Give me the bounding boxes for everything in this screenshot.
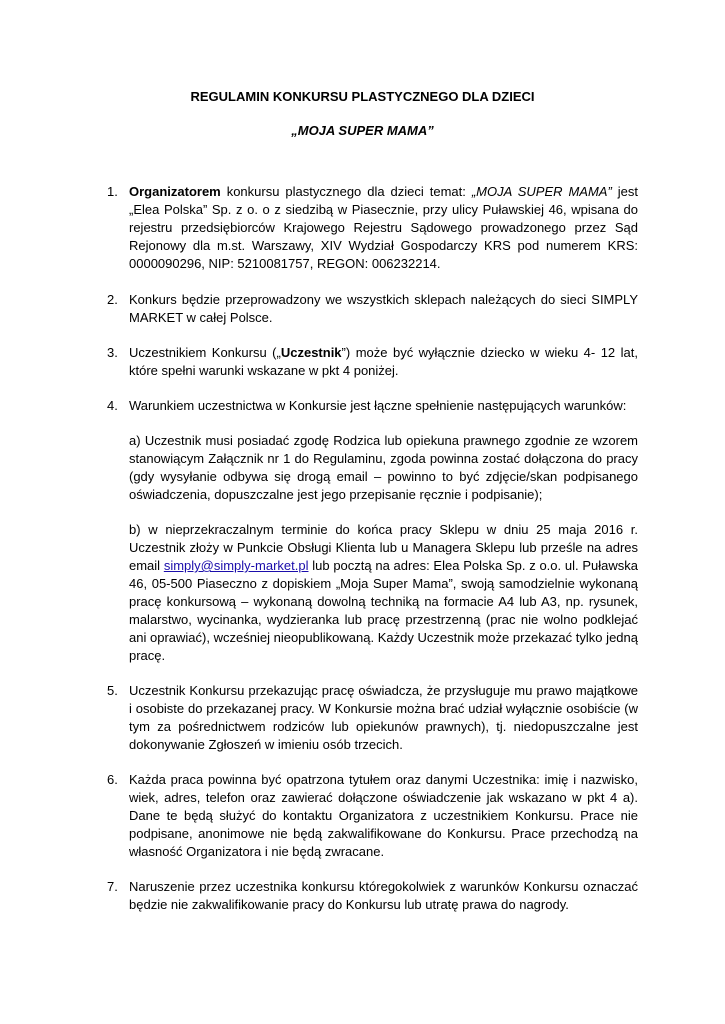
rule-item-3 bbox=[107, 344, 638, 380]
rule-item-6 bbox=[107, 771, 638, 861]
rule-text bbox=[129, 183, 638, 273]
rule-subpoint-a: a) Uczestnik musi posiadać zgodę Rodzica lub opiekuna prawnego zgodnie ze wzorem stanowiącym Załącznik nr 1 do Regulaminu, zgoda powinna zostać dołączona do pracy (gdy wysyłanie odbywa się drogą email – powinno to być zdjęcie/skan podpisanego oświadczenia, dopuszczalne jest jego przepisanie ręcznie i podpisanie); bbox=[129, 433, 638, 502]
rule-number: 3. bbox=[107, 345, 118, 360]
rule-text-part: ”) może być wyłącznie dziecko w wieku 4- 12 lat, które spełni warunki wskazane w pkt 4 poniżej. bbox=[129, 345, 638, 378]
rule-text: Warunkiem uczestnictwa w Konkursie jest łączne spełnienie następujących warunków: bbox=[129, 398, 627, 413]
rule-number: 7. bbox=[107, 879, 118, 894]
rules-list bbox=[107, 183, 638, 914]
document-subtitle: „MOJA SUPER MAMA” bbox=[291, 123, 434, 138]
rule-text-part: lub pocztą na adres: Elea Polska Sp. z o.o. ul. Puławska 46, 05-500 Piaseczno z dopiskiem „Moja Super Mama”, swoją samodzielnie wykonaną pracę konkursową – wykonaną dowolną techniką na formacie A4 lub A3, np. rysunek, malarstwo, wycinanka, wydzieranka lub pracę przestrzenną (prac nie wolno podklejać ani oprawiać), wcześniej nieopublikowaną. Każdy Uczestnik może przekazać tylko jedną pracę. bbox=[129, 558, 638, 663]
rule-subpoint-b bbox=[129, 521, 638, 665]
rule-number: 1. bbox=[107, 184, 118, 199]
rule-item-4 bbox=[107, 397, 638, 665]
rule-number: 4. bbox=[107, 398, 118, 413]
rule-item-1 bbox=[107, 183, 638, 273]
rule-text: Każda praca powinna być opatrzona tytułem oraz danymi Uczestnika: imię i nazwisko, wiek, adres, telefon oraz zawierać dołączone oświadczenie jak wskazano w pkt 4 a). Dane te będą służyć do kontaktu Organizatora z uczestnikiem Konkursu. Prace nie podpisane, anonimowe nie będą zakwalifikowane do Konkursu. Prace przechodzą na własność Organizatora i nie będą zwracane. bbox=[129, 772, 638, 859]
email-link[interactable]: simply@simply-market.pl bbox=[163, 558, 309, 573]
rule-item-7 bbox=[107, 878, 638, 914]
rule-text: Uczestnik Konkursu przekazując pracę oświadcza, że przysługuje mu prawo majątkowe i osobiste do przekazanej pracy. W Konkursie można brać udział wyłącznie osobiście (w tym za pośrednictwem rodziców lub opiekunów prawnych), tj. niedopuszczalne jest dokonywanie Zgłoszeń w imieniu osób trzecich. bbox=[129, 683, 638, 752]
rule-item-5 bbox=[107, 682, 638, 754]
rule-text-part: Uczestnikiem Konkursu („ bbox=[129, 345, 281, 360]
rule-bold-lead: Organizatorem bbox=[129, 184, 221, 199]
rule-number: 5. bbox=[107, 683, 118, 698]
rule-bold-term: Uczestnik bbox=[280, 345, 342, 360]
rule-text-part: b) w nieprzekraczalnym terminie do końca pracy Sklepu w dniu 25 maja 2016 r. Uczestnik złoży w Punkcie Obsługi Klienta lub u Managera Sklepu lub prześle na adres email bbox=[129, 522, 638, 573]
rule-italic-title: „MOJA SUPER MAMA” bbox=[471, 184, 612, 199]
rule-item-2 bbox=[107, 291, 638, 327]
rule-text bbox=[129, 344, 638, 380]
document-title: REGULAMIN KONKURSU PLASTYCZNEGO DLA DZIECI bbox=[190, 89, 535, 104]
rule-text-part: konkursu plastycznego dla dzieci temat: bbox=[220, 184, 472, 199]
rule-number: 2. bbox=[107, 292, 118, 307]
rule-text: Konkurs będzie przeprowadzony we wszystkich sklepach należących do sieci SIMPLY MARKET w całej Polsce. bbox=[129, 292, 638, 325]
rule-number: 6. bbox=[107, 772, 118, 787]
rule-text: Naruszenie przez uczestnika konkursu któregokolwiek z warunków Konkursu oznaczać będzie nie zakwalifikowanie pracy do Konkursu lub utratę prawa do nagrody. bbox=[129, 879, 638, 912]
rule-text-part: jest „Elea Polska” Sp. z o. o z siedzibą w Piasecznie, przy ulicy Puławskiej 46, wpisana do rejestru przedsiębiorców Krajowego Rejestru Sądowego prowadzonego przez Sąd Rejonowy dla m.st. Warszawy, XIV Wydział Gospodarczy KRS pod numerem KRS: 0000090296, NIP: 5210081757, REGON: 006232214. bbox=[129, 184, 638, 271]
